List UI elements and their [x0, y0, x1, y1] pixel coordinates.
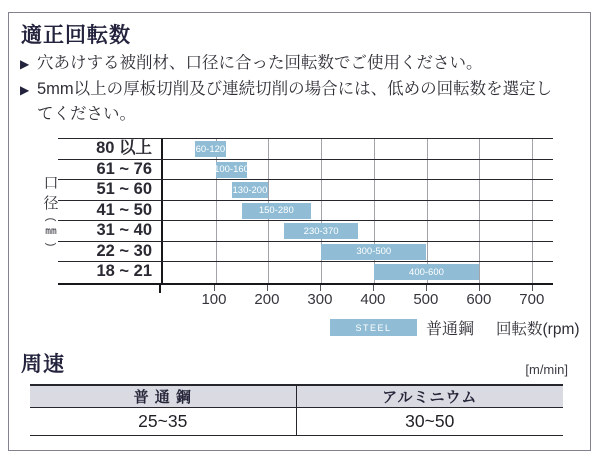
rpm-range-bar-label: 60-120	[195, 143, 226, 155]
gridline	[479, 242, 480, 262]
speed-section-title: 周速	[21, 353, 65, 376]
gridline	[532, 180, 533, 200]
gridline	[427, 201, 428, 221]
rpm-range-bar-label: 100-160	[214, 164, 249, 175]
rpm-range-bar	[242, 203, 311, 219]
gridline	[268, 160, 269, 180]
gridline	[268, 242, 269, 262]
legend-label: 普通鋼	[426, 321, 475, 338]
rpm-range-chart	[58, 138, 553, 285]
chart-row-plot	[161, 180, 553, 200]
bullet-triangle-icon: ▶	[20, 83, 30, 97]
rpm-range-bar	[321, 244, 426, 260]
gridline	[427, 221, 428, 241]
gridline	[321, 180, 322, 200]
x-tick-label: 700	[519, 291, 545, 308]
x-tick-label: 400	[360, 291, 386, 308]
chart-row	[58, 221, 553, 242]
chart-row-plot	[161, 139, 553, 159]
chart-row-plot	[161, 160, 553, 180]
y-axis-label-char: 口	[43, 174, 59, 192]
gridline	[532, 160, 533, 180]
gridline	[268, 221, 269, 241]
gridline	[427, 242, 428, 262]
chart-row	[58, 180, 553, 201]
gridline	[427, 139, 428, 159]
gridline	[374, 160, 375, 180]
bullet-triangle-icon: ▶	[20, 57, 30, 71]
page-title: 適正回転数	[21, 24, 131, 47]
diameter-range-label: 41 ~ 50	[96, 200, 152, 219]
chart-legend	[330, 316, 580, 339]
gridline	[479, 201, 480, 221]
y-axis-label-paren-open: (	[44, 217, 59, 221]
diameter-range-label: 80 以上	[96, 139, 152, 157]
rpm-range-bar-label: 400-600	[409, 266, 444, 278]
gridline	[216, 262, 217, 283]
y-axis-label-paren-close: )	[44, 242, 59, 246]
chart-row-plot	[161, 221, 553, 241]
chart-row-plot	[161, 201, 553, 221]
note-text: 5mm以上の厚板切削及び連続切削の場合には、低めの回転数を選定してください。	[37, 80, 553, 123]
rpm-range-bar-label: 130-200	[232, 184, 268, 196]
speed-table-header-cell: アルミニウム	[382, 389, 478, 406]
diameter-range-label: 18 ~ 21	[96, 262, 152, 280]
speed-table-header-row	[30, 384, 563, 408]
gridline	[216, 201, 217, 221]
gridline	[427, 160, 428, 180]
gridline	[268, 262, 269, 283]
speed-table-value-cell: 25~35	[30, 408, 297, 435]
gridline	[479, 139, 480, 159]
x-axis-title: 回転数(rpm)	[496, 320, 580, 338]
gridline	[479, 180, 480, 200]
diameter-range-label: 51 ~ 60	[96, 180, 152, 198]
gridline	[479, 262, 480, 283]
rpm-range-bar-label: 150-280	[258, 205, 294, 216]
speed-table-header-cell: 普 通 鋼	[30, 386, 297, 407]
y-axis-label-unit: mm	[45, 225, 57, 237]
gridline	[374, 201, 375, 221]
y-axis-label-char: 径	[43, 194, 59, 212]
gridline	[216, 180, 217, 200]
gridline	[374, 221, 375, 241]
legend-swatch-steel: STEEL	[330, 319, 417, 336]
gridline	[321, 139, 322, 159]
speed-unit-label: [m/min]	[525, 362, 568, 377]
gridline	[374, 180, 375, 200]
note-text: 穴あけする被削材、口径に合った回転数でご使用ください。	[37, 54, 483, 72]
gridline	[479, 160, 480, 180]
gridline	[268, 180, 269, 200]
rpm-range-bar-label: 230-370	[303, 225, 339, 237]
gridline	[532, 139, 533, 159]
note-item	[20, 77, 576, 127]
x-tick-label: 100	[201, 291, 227, 308]
gridline	[321, 201, 322, 221]
speed-table-value-cell: 30~50	[405, 411, 455, 431]
gridline	[216, 221, 217, 241]
gridline	[216, 242, 217, 262]
x-tick-label: 200	[254, 291, 280, 308]
chart-row	[58, 201, 553, 222]
note-item	[20, 51, 576, 77]
gridline	[532, 242, 533, 262]
chart-row	[58, 262, 553, 283]
chart-row-plot	[161, 242, 553, 262]
x-tick-label: 500	[413, 291, 439, 308]
gridline	[532, 262, 533, 283]
rpm-range-bar	[232, 182, 269, 198]
diameter-range-label: 22 ~ 30	[96, 241, 152, 260]
usage-notes	[20, 51, 576, 127]
gridline	[427, 180, 428, 200]
x-tick-label: 300	[307, 291, 333, 308]
chart-row	[58, 160, 553, 181]
diameter-range-label: 61 ~ 76	[96, 159, 152, 178]
gridline	[532, 201, 533, 221]
rpm-range-bar	[195, 141, 227, 157]
peripheral-speed-table	[30, 384, 563, 436]
speed-table-value-row	[30, 408, 563, 436]
x-tick-label: 600	[466, 291, 492, 308]
rpm-range-bar	[374, 264, 479, 280]
chart-row	[58, 139, 553, 160]
rpm-range-bar-label: 300-500	[356, 246, 392, 257]
gridline	[321, 160, 322, 180]
chart-row-plot	[161, 262, 553, 283]
gridline	[479, 221, 480, 241]
chart-row	[58, 242, 553, 263]
gridline	[268, 139, 269, 159]
rpm-range-bar	[216, 162, 248, 178]
rpm-range-bar	[284, 223, 358, 239]
gridline	[532, 221, 533, 241]
gridline	[321, 262, 322, 283]
x-axis-ticks	[161, 291, 553, 309]
diameter-range-label: 31 ~ 40	[96, 221, 152, 239]
gridline	[374, 139, 375, 159]
